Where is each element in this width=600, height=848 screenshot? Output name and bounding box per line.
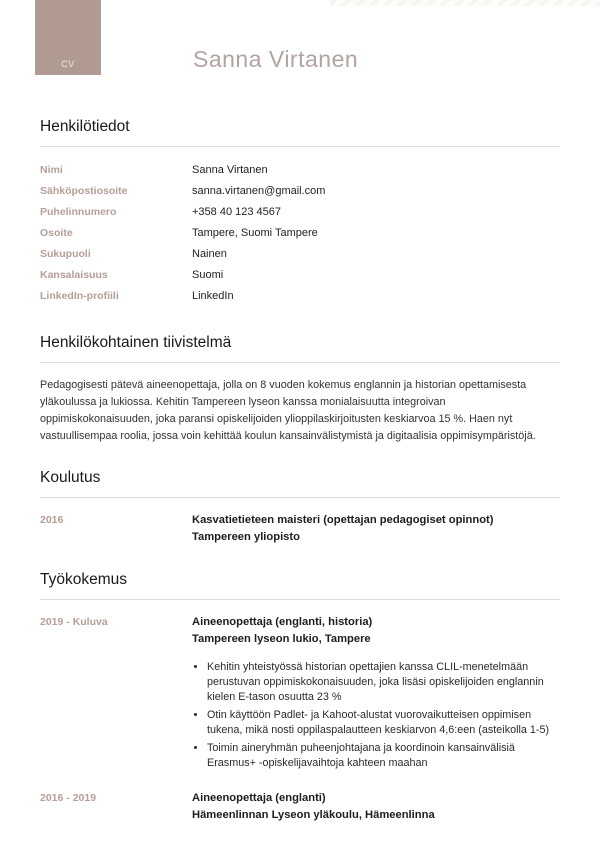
detail-value: Sanna Virtanen [192, 163, 268, 176]
detail-label: Puhelinnumero [40, 205, 117, 218]
detail-value: sanna.virtanen@gmail.com [192, 184, 326, 197]
achievement-item: • Otin käyttöön Padlet- ja Kahoot-alustat vuorovaikutteisen oppimisen tukena, mikä nosti oppilaspalautteen keskiarvon 4,6:een (asteikolla 1-5) [207, 708, 559, 738]
section-personal-details [40, 118, 560, 306]
experience-entry [40, 614, 560, 774]
detail-row [40, 222, 560, 243]
education-entry [40, 512, 560, 545]
education-institution: Tampereen yliopisto [192, 530, 300, 543]
detail-label: Kansalaisuus [40, 268, 108, 281]
cv-badge [35, 0, 101, 75]
detail-label: Sähköpostiosoite [40, 184, 128, 197]
detail-value: Tampere, Suomi Tampere [192, 226, 318, 239]
detail-value: Suomi [192, 268, 224, 281]
summary-text: Pedagogisesti pätevä aineenopettaja, jolla on 8 vuoden kokemus englannin ja historian opettamisesta yläkoulussa ja lukiossa. Kehitin Tampereen lyseon kanssa monialaisuutta integroivan oppimiskokonaisuuden, joka paransi opiskelijoiden ylioppilaskirjoitusten keskiarvoa 15 %. Haen nyt vastuullisempaa roolia, jossa voin kehittää koulun kansainvälistymistä ja digitaalisia oppimisympäristöjä. [40, 379, 536, 442]
section-experience [40, 571, 560, 823]
experience-period: 2016 - 2019 [40, 792, 97, 804]
education-details [192, 512, 494, 545]
detail-row [40, 243, 560, 264]
detail-value: Nainen [192, 247, 227, 260]
education-period: 2016 [40, 514, 64, 526]
experience-achievements [192, 660, 559, 771]
experience-organization: Hämeenlinnan Lyseon yläkoulu, Hämeenlinna [192, 808, 435, 821]
cv-badge-label: CV [61, 59, 75, 69]
experience-entry [40, 790, 560, 823]
top-edge-decoration [330, 0, 600, 6]
detail-label: Sukupuoli [40, 247, 91, 260]
education-degree: Kasvatietieteen maisteri (opettajan pedagogiset opinnot) [192, 514, 494, 526]
page-title: Sanna Virtanen [193, 46, 359, 72]
section-title-education: Koulutus [40, 469, 560, 498]
detail-label: Osoite [40, 226, 73, 239]
detail-value: LinkedIn [192, 289, 234, 302]
experience-organization: Tampereen lyseon lukio, Tampere [192, 632, 371, 645]
detail-row [40, 201, 560, 222]
section-education [40, 469, 560, 545]
experience-details [192, 614, 559, 774]
experience-period: 2019 - Kuluva [40, 616, 108, 628]
detail-row [40, 159, 560, 180]
section-title-personal-details: Henkilötiedot [40, 118, 560, 147]
section-title-summary: Henkilökohtainen tiivistelmä [40, 334, 560, 363]
detail-row [40, 264, 560, 285]
section-title-experience: Työkokemus [40, 571, 560, 600]
personal-details-list [40, 159, 560, 306]
detail-row [40, 285, 560, 306]
achievement-item: • Toimin aineryhmän puheenjohtajana ja koordinoin kansainvälisiä Erasmus+ -opiskelijavaihtoja kahteen maahan [207, 741, 559, 771]
achievement-item: • Kehitin yhteistyössä historian opettajien kanssa CLIL-menetelmään perustuvan oppimiskokonaisuuden, joka lisäsi opiskelijoiden englannin kielen E-tason osuutta 23 % [207, 660, 559, 705]
detail-row [40, 180, 560, 201]
experience-role: Aineenopettaja (englanti, historia) [192, 616, 373, 628]
experience-role: Aineenopettaja (englanti) [192, 792, 326, 804]
experience-details [192, 790, 435, 823]
detail-label: Nimi [40, 163, 63, 176]
section-summary [40, 334, 560, 445]
detail-label: LinkedIn-profiili [40, 289, 119, 302]
detail-value: +358 40 123 4567 [192, 205, 282, 218]
